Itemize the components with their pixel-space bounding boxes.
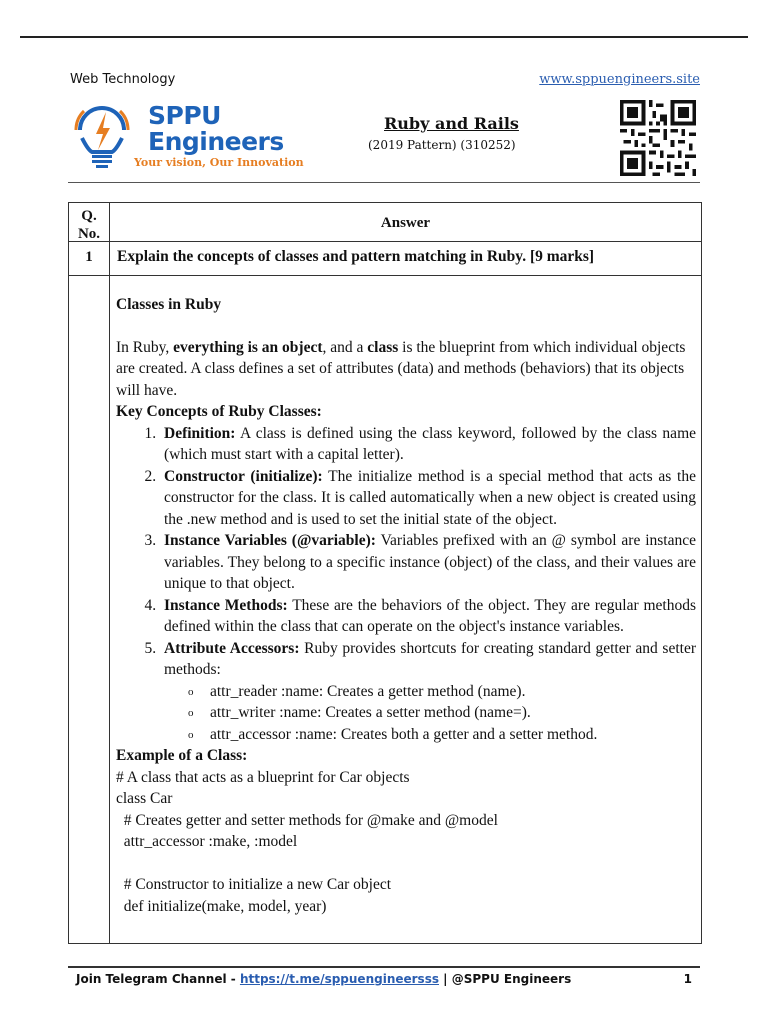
top-rule	[20, 36, 748, 38]
concepts-list	[116, 423, 696, 746]
intro-text: , and a	[322, 338, 368, 356]
code-line: # Creates getter and setter methods for @make and @model	[116, 811, 498, 829]
site-link[interactable]: www.sppuengineers.site	[539, 72, 700, 87]
footer-suffix: | @SPPU Engineers	[439, 972, 572, 986]
code-line: attr_accessor :make, :model	[116, 833, 298, 850]
concept-term: Constructor (initialize):	[164, 467, 323, 485]
concept-text: The initialize method is a special method that acts as the constructor for the class. It is called automatically when a new object is created using the .new method and is used to set the initial state of the object.	[164, 467, 696, 528]
telegram-link[interactable]: https://t.me/sppuengineersss	[239, 972, 439, 986]
code-line: # A class that acts as a blueprint for Car objects	[116, 768, 410, 786]
intro-paragraph	[116, 337, 696, 402]
intro-text: is the blueprint from which individual objects are created. A class defines a set of attributes (data) and methods (behaviors) that its objects will have.	[116, 338, 686, 399]
header-rule	[68, 182, 700, 183]
list-item	[160, 530, 696, 595]
column-header-answer: Answer	[380, 215, 431, 231]
answer-content	[116, 294, 696, 917]
logo	[70, 98, 330, 178]
list-item	[160, 466, 696, 531]
question-text: Explain the concepts of classes and pattern matching in Ruby. [9 marks]	[117, 248, 595, 265]
concept-text: These are the behaviors of the object. They are regular methods defined within the class that can operate on the object's instance variables.	[164, 596, 696, 635]
code-line: # Constructor to initialize a new Car object	[116, 876, 392, 893]
code-line: class Car	[116, 790, 173, 807]
concept-text: Variables prefixed with an @ symbol are instance variables. They belong to a specific instance (object) of the class, and their values are unique to that object.	[164, 532, 697, 592]
lightbulb-icon	[70, 100, 134, 170]
document-subtitle: (2019 Pattern) (310252)	[368, 138, 516, 152]
column-header-qno: Q. No.	[77, 208, 101, 242]
concept-term: Instance Methods:	[164, 596, 288, 614]
list-item: o attr_accessor :name: Creates both a getter and a setter method.	[210, 724, 696, 746]
concept-text: A class is defined using the class keyword, followed by the class name (which must start with a capital letter).	[164, 424, 696, 463]
tagline: Your vision, Our Innovation	[134, 156, 304, 169]
document-title: Ruby and Rails	[384, 114, 519, 133]
footer-prefix: Join Telegram Channel -	[76, 972, 240, 986]
concept-term: Definition:	[164, 424, 236, 442]
intro-text: In Ruby,	[116, 338, 174, 356]
list-item: o attr_writer :name: Creates a setter method (name=).	[210, 702, 696, 724]
page-number: 1	[683, 972, 692, 986]
list-item	[160, 423, 696, 466]
subject-label: Web Technology	[70, 72, 176, 87]
concept-term: Instance Variables (@variable):	[164, 532, 376, 549]
concept-text: Ruby provides shortcuts for creating standard getter and setter methods:	[164, 639, 696, 678]
qr-code-icon	[618, 100, 698, 176]
footer-rule	[68, 966, 700, 968]
row-divider	[69, 241, 701, 242]
concept-term: Attribute Accessors:	[164, 639, 300, 657]
logo-text-engineers: Engineers	[148, 127, 284, 156]
footer-text	[76, 972, 571, 986]
code-line: def initialize(make, model, year)	[116, 897, 327, 915]
intro-emphasis: class	[367, 338, 399, 356]
question-number: 1	[85, 249, 93, 265]
example-heading: Example of a Class:	[116, 747, 248, 764]
row-divider	[69, 275, 701, 276]
logo-text-sppu: SPPU	[148, 101, 221, 130]
key-concepts-heading: Key Concepts of Ruby Classes:	[116, 403, 322, 420]
list-item	[160, 638, 696, 746]
list-item	[160, 595, 696, 638]
intro-emphasis: everything is an object	[173, 338, 323, 356]
accessor-list	[164, 681, 696, 746]
section-title: Classes in Ruby	[116, 296, 222, 313]
list-item: o attr_reader :name: Creates a getter method (name).	[210, 681, 696, 703]
code-line	[116, 853, 696, 875]
column-divider	[109, 203, 110, 943]
